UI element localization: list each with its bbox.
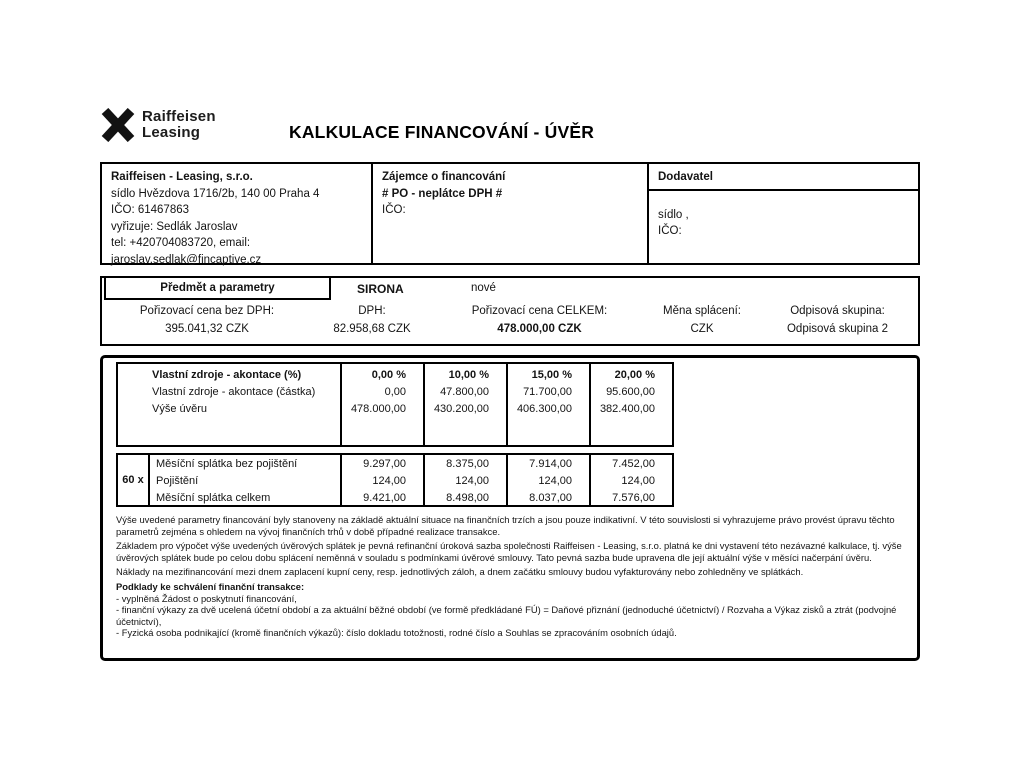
splatky-column-3 <box>589 455 672 505</box>
provider-contact: tel: +420704083720, email: <box>111 237 251 249</box>
note-paragraph-interim: Náklady na mezifinancování mezi dnem zaplacení kupní ceny, resp. jednotlivých záloh, a dnem začátku smlouvy budou vyfakturovány nebo zohledněny ve splátkách. <box>116 566 804 578</box>
table-cell: 382.400,00 <box>599 403 655 415</box>
param-label-price-net: Pořizovací cena bez DPH: <box>139 305 275 317</box>
raiffeisen-cross-icon <box>101 108 135 142</box>
applicant-heading: Zájemce o financování <box>382 171 506 183</box>
provider-column <box>102 164 371 266</box>
table-cell: 0,00 % <box>371 369 406 381</box>
calculation-box <box>100 355 920 661</box>
param-value-depreciation: Odpisová skupina 2 <box>786 323 888 335</box>
note-paragraph-rate: Základem pro výpočet výše uvedených úvěrových splátek je pevná refinanční úroková sazba společnosti Raiffeisen - Leasing, s.r.o. platná ke dni vystavení této nezávazné kalkulace, tj. výše úvěrových splátek bude po celou dobu splácení neměnná v souladu s podmínkami úvěrové smlouvy. Tato pevná sazba bude upravena dle její aktuální výše v měsíci načerpání úvěru. <box>116 540 902 563</box>
parties-box <box>100 162 920 265</box>
param-value-price-total: 478.000,00 CZK <box>497 323 582 335</box>
page-title: KALKULACE FINANCOVÁNÍ - ÚVĚR <box>289 122 595 142</box>
akontace-row-label-loan: Výše úvěru <box>152 403 208 415</box>
param-value-currency: CZK <box>690 323 714 335</box>
note-item-statements: - finanční výkazy za dvě ucelená účetní období a za aktuální běžné období (ve formě předkládané FÚ) = Daňové přiznání (jednoduché účetnictví) / Rozvaha a Výkaz zisků a ztrát (podvojné účetnictví), <box>116 604 897 627</box>
applicant-vat-status: # PO - neplátce DPH # <box>382 187 503 200</box>
table-cell: 71.700,00 <box>523 386 572 398</box>
akontace-row-label-percent: Vlastní zdroje - akontace (%) <box>152 369 302 381</box>
param-label-vat: DPH: <box>358 305 386 317</box>
table-cell: 0,00 <box>384 386 406 398</box>
param-label-depreciation: Odpisová skupina: <box>790 305 885 317</box>
supplier-body <box>649 191 918 240</box>
applicant-ico-label: IČO: <box>382 204 406 216</box>
notes-section <box>116 514 908 639</box>
table-cell: 430.200,00 <box>433 403 489 415</box>
table-cell: 124,00 <box>372 475 406 487</box>
raiffeisen-logo <box>101 108 216 142</box>
akontace-column-2 <box>506 364 589 445</box>
splatky-column-1 <box>423 455 506 505</box>
akontace-table <box>116 362 674 447</box>
applicant-column <box>371 164 647 263</box>
table-cell: 8.498,00 <box>446 492 489 504</box>
akontace-column-1 <box>423 364 506 445</box>
note-item-person: - Fyzická osoba podnikající (kromě finančních výkazů): číslo dokladu totožnosti, rodné číslo a Souhlas se zpracováním osobních údajů. <box>116 627 677 639</box>
splatky-column-0 <box>340 455 423 505</box>
provider-address: sídlo Hvězdova 1716/2b, 140 00 Praha 4 <box>111 187 320 200</box>
table-cell: 7.914,00 <box>529 458 572 470</box>
akontace-row-label-amount: Vlastní zdroje - akontace (částka) <box>152 386 316 398</box>
logo-line-leasing: Leasing <box>142 124 201 141</box>
note-item-application: - vyplněná Žádost o poskytnutí financování, <box>116 592 297 604</box>
subject-tab-label: Předmět a parametry <box>104 276 331 300</box>
splatky-term-cell: 60 x <box>122 474 144 486</box>
table-cell: 9.297,00 <box>363 458 406 470</box>
splatky-row-label-total: Měsíční splátka celkem <box>156 492 271 504</box>
table-cell: 406.300,00 <box>516 403 572 415</box>
provider-email: jaroslav.sedlak@fincaptive.cz <box>111 253 262 266</box>
table-cell: 124,00 <box>538 475 572 487</box>
param-label-currency: Měna splácení: <box>663 305 741 317</box>
supplier-address-label: sídlo , <box>658 208 689 221</box>
splatky-row-label-base: Měsíční splátka bez pojištění <box>156 458 298 470</box>
subject-name: SIRONA <box>357 282 404 296</box>
logo-line-raiffeisen: Raiffeisen <box>142 108 216 125</box>
param-value-price-net: 395.041,32 CZK <box>165 323 249 335</box>
table-cell: 9.421,00 <box>363 492 406 504</box>
table-cell: 7.576,00 <box>612 492 655 504</box>
provider-ico: IČO: 61467863 <box>111 204 190 216</box>
table-cell: 47.800,00 <box>440 386 489 398</box>
table-cell: 8.375,00 <box>446 458 489 470</box>
note-paragraph-indicative: Výše uvedené parametry financování byly stanoveny na základě aktuální situace na finančních trzích a jsou pouze indikativní. V této souvislosti si vyhrazujeme právo provést úpravu těchto parametrů zejména s ohledem na vývoj finančních trhů v době případné realizace transakce. <box>116 514 895 537</box>
splatky-label-column <box>148 455 340 505</box>
subject-param-labels <box>102 305 918 317</box>
akontace-label-column <box>118 364 340 445</box>
akontace-column-0 <box>340 364 423 445</box>
table-cell: 10,00 % <box>448 369 489 381</box>
subject-state: nové <box>471 282 496 294</box>
akontace-column-3 <box>589 364 672 445</box>
supplier-heading: Dodavatel <box>649 164 918 191</box>
table-cell: 15,00 % <box>531 369 572 381</box>
splatky-row-label-insurance: Pojištění <box>156 475 199 487</box>
splatky-table <box>116 453 674 507</box>
splatky-column-2 <box>506 455 589 505</box>
table-cell: 20,00 % <box>614 369 655 381</box>
subject-box <box>100 276 920 346</box>
provider-handler: vyřizuje: Sedlák Jaroslav <box>111 220 238 233</box>
subject-param-values <box>102 323 918 335</box>
table-cell: 7.452,00 <box>612 458 655 470</box>
table-cell: 95.600,00 <box>606 386 655 398</box>
logo-wordmark <box>142 109 216 141</box>
table-cell: 124,00 <box>621 475 655 487</box>
table-cell: 124,00 <box>455 475 489 487</box>
table-cell: 8.037,00 <box>529 492 572 504</box>
note-heading-documents: Podklady ke schválení finanční transakce: <box>116 580 305 592</box>
table-cell: 478.000,00 <box>350 403 406 415</box>
supplier-column <box>647 164 918 263</box>
provider-name: Raiffeisen - Leasing, s.r.o. <box>111 171 253 183</box>
supplier-ico-label: IČO: <box>658 225 682 237</box>
param-value-vat: 82.958,68 CZK <box>333 323 411 335</box>
param-label-price-total: Pořizovací cena CELKEM: <box>471 305 608 317</box>
